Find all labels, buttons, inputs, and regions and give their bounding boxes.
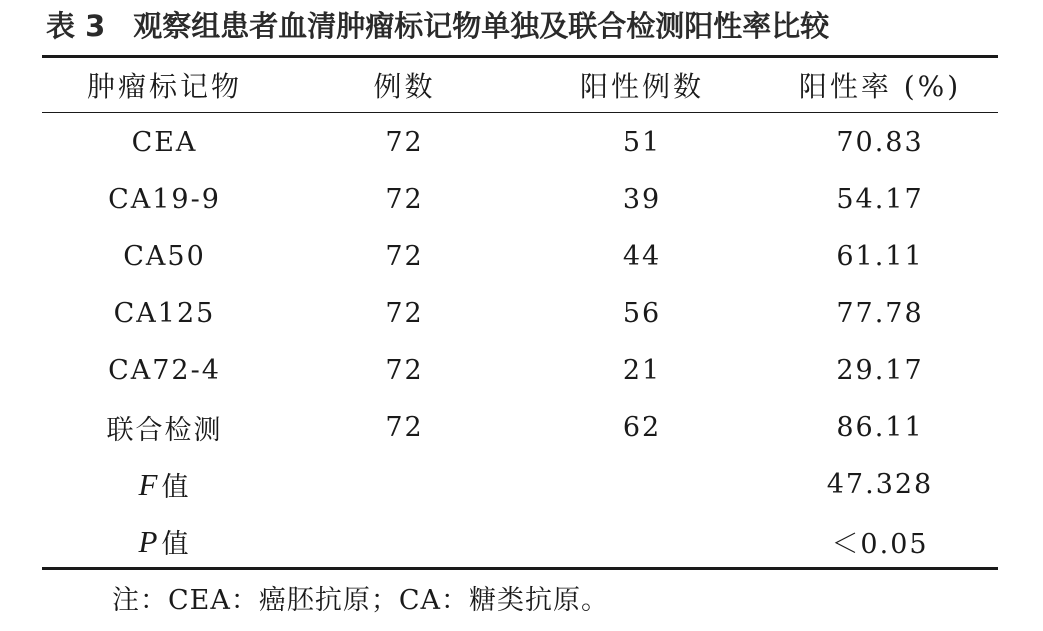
table-row-marker: 联合检测 bbox=[106, 415, 223, 446]
table-row-rate: 77.78 bbox=[836, 298, 924, 329]
table-row-rate: 86.11 bbox=[836, 412, 924, 443]
empty-cell bbox=[287, 513, 522, 570]
table-row-positive: 56 bbox=[622, 298, 662, 329]
table-caption: 观察组患者血清肿瘤标记物单独及联合检测阳性率比较 bbox=[133, 9, 830, 43]
table-row-marker: CA50 bbox=[123, 241, 206, 272]
table-row-positive: 51 bbox=[622, 127, 662, 158]
stat-label-f bbox=[42, 456, 287, 513]
table-row-count: 72 bbox=[385, 412, 424, 443]
table-row-count: 72 bbox=[385, 298, 424, 329]
header-positive-rate: 阳性率 (%) bbox=[798, 70, 962, 103]
table-row-count: 72 bbox=[385, 241, 424, 272]
table-row-count: 72 bbox=[385, 127, 424, 158]
table-row-marker: CEA bbox=[131, 127, 198, 158]
table-row-marker: CA125 bbox=[113, 298, 216, 329]
stat-symbol-p: P bbox=[138, 523, 158, 559]
stat-symbol-f: F bbox=[138, 466, 158, 502]
table-row-count: 72 bbox=[385, 184, 424, 215]
stat-word-p: 值 bbox=[161, 529, 191, 560]
header-positive-count: 阳性例数 bbox=[579, 70, 704, 103]
bottom-rule bbox=[42, 567, 998, 570]
table-row-positive: 39 bbox=[622, 184, 662, 215]
table-row-count: 72 bbox=[385, 355, 424, 386]
stat-word-f: 值 bbox=[161, 472, 191, 503]
stat-label-p bbox=[42, 513, 287, 570]
header-marker: 肿瘤标记物 bbox=[86, 70, 242, 103]
table-row-marker: CA72-4 bbox=[108, 355, 221, 386]
table-row-marker: CA19-9 bbox=[108, 184, 221, 215]
table-row-rate: 70.83 bbox=[836, 127, 924, 158]
table-number: 表 3 bbox=[46, 9, 106, 43]
table-body bbox=[42, 114, 998, 570]
table-row-rate: 54.17 bbox=[836, 184, 924, 215]
table-row-positive: 62 bbox=[622, 412, 662, 443]
table-row-rate: 61.11 bbox=[836, 241, 924, 272]
table-title bbox=[46, 4, 829, 48]
table-row-rate: 29.17 bbox=[836, 355, 924, 386]
stat-value-f: 47.328 bbox=[826, 469, 934, 500]
header-count: 例数 bbox=[373, 70, 436, 103]
table-row-positive: 21 bbox=[622, 355, 662, 386]
empty-cell bbox=[287, 456, 522, 513]
table-footnote: 注：CEA：癌胚抗原；CA：糖类抗原。 bbox=[112, 585, 610, 616]
table-header-row bbox=[42, 58, 998, 112]
empty-cell bbox=[522, 513, 762, 570]
stat-value-p: ＜0.05 bbox=[831, 529, 929, 560]
header-rule bbox=[42, 112, 998, 113]
empty-cell bbox=[522, 456, 762, 513]
table-row-positive: 44 bbox=[622, 241, 662, 272]
